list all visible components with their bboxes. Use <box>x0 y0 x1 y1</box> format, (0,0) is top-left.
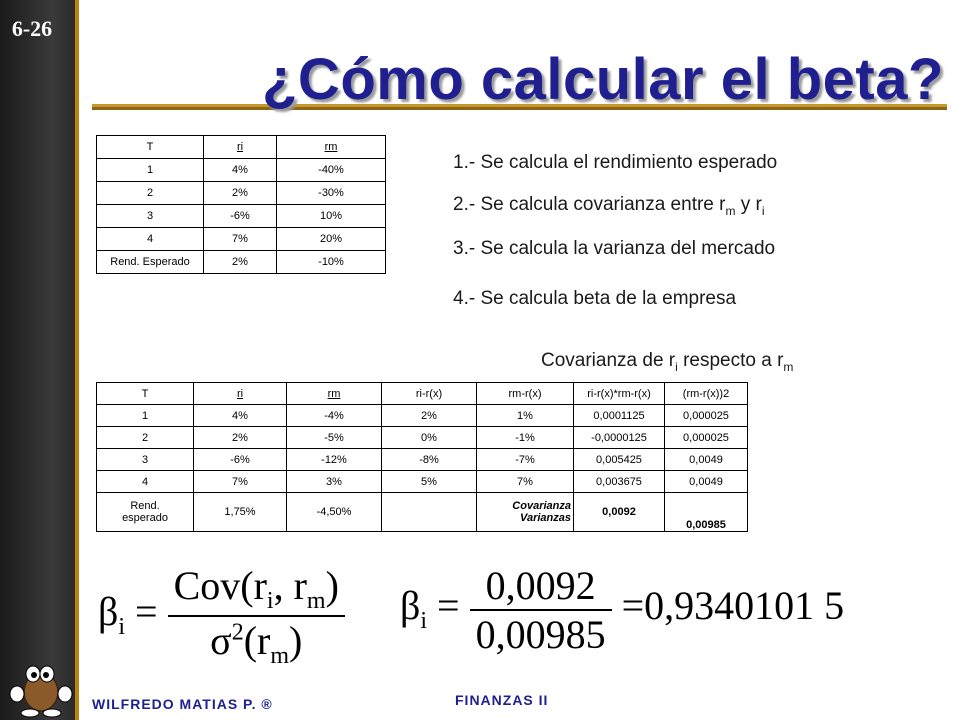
table-cell: -30% <box>277 182 386 205</box>
table-cell <box>97 493 194 532</box>
step-2-sub-i: i <box>761 203 765 218</box>
sidebar-edge <box>75 0 79 720</box>
step-2-sub-m: m <box>725 203 736 218</box>
table-cell: -6% <box>204 205 277 228</box>
table-cell: 0,005425 <box>574 449 665 471</box>
table-cell: -8% <box>382 449 477 471</box>
table-cell: -1% <box>477 427 574 449</box>
result-numerator: 0,0092 <box>485 563 596 608</box>
table-cell: 1 <box>97 405 194 427</box>
table-cell: 0% <box>382 427 477 449</box>
num-sub-i: i <box>266 588 274 614</box>
page-title: ¿Cómo calcular el beta? <box>262 47 944 112</box>
table-row <box>97 427 748 449</box>
table-header: ri-r(x)*rm-r(x) <box>574 383 665 405</box>
result-fraction <box>470 562 612 658</box>
table-cell: -6% <box>194 449 287 471</box>
table-cell: -4,50% <box>287 493 382 532</box>
table-cell: -10% <box>277 251 386 274</box>
beta-symbol: β <box>98 589 119 635</box>
table-cell: 2% <box>194 427 287 449</box>
result-denominator: 0,00985 <box>470 609 612 658</box>
table-cell: 0,0049 <box>665 449 748 471</box>
table-header: T <box>97 383 194 405</box>
cov-title-mid: respecto a r <box>677 350 784 371</box>
table-header: rm <box>277 136 386 159</box>
sigma: σ <box>210 618 232 663</box>
table-cell: 2 <box>97 182 204 205</box>
num-mid: , r <box>273 563 307 608</box>
cov-label: Covarianza <box>512 500 571 512</box>
table-cell <box>382 493 477 532</box>
den-close: ) <box>289 618 303 663</box>
footer-label-2: esperado <box>122 512 168 524</box>
formula-denominator <box>168 615 345 670</box>
table-footer-row <box>97 493 748 532</box>
table-row <box>97 471 748 493</box>
table-row <box>97 251 386 274</box>
covariance-title <box>541 350 793 374</box>
table-row <box>97 228 386 251</box>
slide-number: 6-26 <box>11 16 53 41</box>
table-cell: -5% <box>287 427 382 449</box>
table-cell: -7% <box>477 449 574 471</box>
beta-value: 0,9340101 5 <box>644 583 845 629</box>
table-cell: 4 <box>97 228 204 251</box>
formula-numerator <box>168 562 345 615</box>
var-label: Varianzas <box>520 512 571 524</box>
table-cell: 3 <box>97 449 194 471</box>
table-cell: 4 <box>97 471 194 493</box>
equals-sign-2: = <box>621 583 645 629</box>
table-cell: 10% <box>277 205 386 228</box>
table-row <box>97 205 386 228</box>
table-row <box>97 449 748 471</box>
table-cell: 7% <box>194 471 287 493</box>
table-header: rm-r(x) <box>477 383 574 405</box>
equals-sign: = <box>437 583 460 629</box>
table-cell: 0,0092 <box>574 493 665 532</box>
table-cell: 2 <box>97 427 194 449</box>
table-cell: 3 <box>97 205 204 228</box>
cov-title-text: Covarianza de r <box>541 350 676 371</box>
num-end: ) <box>325 563 339 608</box>
table-header-row <box>97 136 386 159</box>
beta-result <box>400 562 844 658</box>
table-cell: 20% <box>277 228 386 251</box>
table-cell: 4% <box>194 405 287 427</box>
table-cell: 1,75% <box>194 493 287 532</box>
mascot-icon <box>6 660 76 718</box>
footer-course: FINANZAS II <box>455 692 549 708</box>
table-header: ri-r(x) <box>382 383 477 405</box>
step-3: 3.- Se calcula la varianza del mercado <box>453 238 776 259</box>
step-2 <box>453 194 765 218</box>
beta-symbol: β <box>400 583 421 629</box>
table-header-row <box>97 383 748 405</box>
sigma-sup: 2 <box>231 619 244 646</box>
beta-formula <box>98 562 345 670</box>
table-cell: 2% <box>204 182 277 205</box>
covariance-table <box>96 382 748 532</box>
table-cell: 5% <box>382 471 477 493</box>
table-cell: 4% <box>204 159 277 182</box>
den-open: (r <box>243 618 271 663</box>
equals-sign: = <box>135 589 158 635</box>
returns-table <box>96 135 386 274</box>
step-1: 1.- Se calcula el rendimiento esperado <box>453 152 778 173</box>
table-cell: 0,0001125 <box>574 405 665 427</box>
sidebar <box>0 0 75 720</box>
beta-sub: i <box>118 614 126 641</box>
table-cell: -40% <box>277 159 386 182</box>
table-cell: -0,0000125 <box>574 427 665 449</box>
den-sub-m: m <box>270 643 290 669</box>
table-row <box>97 159 386 182</box>
table-header: T <box>97 136 204 159</box>
table-cell <box>477 493 574 532</box>
num-text: Cov(r <box>173 563 267 608</box>
table-row <box>97 405 748 427</box>
table-cell: -12% <box>287 449 382 471</box>
table-cell: 0,0049 <box>665 471 748 493</box>
cov-title-sub-m: m <box>783 359 794 374</box>
table-cell: 2% <box>382 405 477 427</box>
step-4: 4.- Se calcula beta de la empresa <box>453 288 737 309</box>
num-sub-m: m <box>306 588 326 614</box>
beta-sub: i <box>420 608 428 635</box>
formula-fraction <box>168 562 345 670</box>
table-cell: 0,000025 <box>665 427 748 449</box>
step-2-mid: y r <box>735 194 762 215</box>
table-header: ri <box>194 383 287 405</box>
table-cell: 1% <box>477 405 574 427</box>
footer-label-1: Rend. <box>130 500 160 512</box>
table-cell: 0,003675 <box>574 471 665 493</box>
step-2-text: 2.- Se calcula covarianza entre r <box>453 194 726 215</box>
table-cell: 7% <box>477 471 574 493</box>
table-header: (rm-r(x))2 <box>665 383 748 405</box>
table-cell: 2% <box>204 251 277 274</box>
cov-title-sub-i: i <box>675 359 678 374</box>
table-cell: 3% <box>287 471 382 493</box>
footer-author: WILFREDO MATIAS P. ® <box>92 696 273 712</box>
table-cell: 0,000025 <box>665 405 748 427</box>
table-cell: 1 <box>97 159 204 182</box>
table-header: rm <box>287 383 382 405</box>
table-header: ri <box>204 136 277 159</box>
table-row <box>97 182 386 205</box>
table-cell: 0,00985 <box>665 493 748 532</box>
table-cell: Rend. Esperado <box>97 251 204 274</box>
table-cell: -4% <box>287 405 382 427</box>
table-cell: 7% <box>204 228 277 251</box>
